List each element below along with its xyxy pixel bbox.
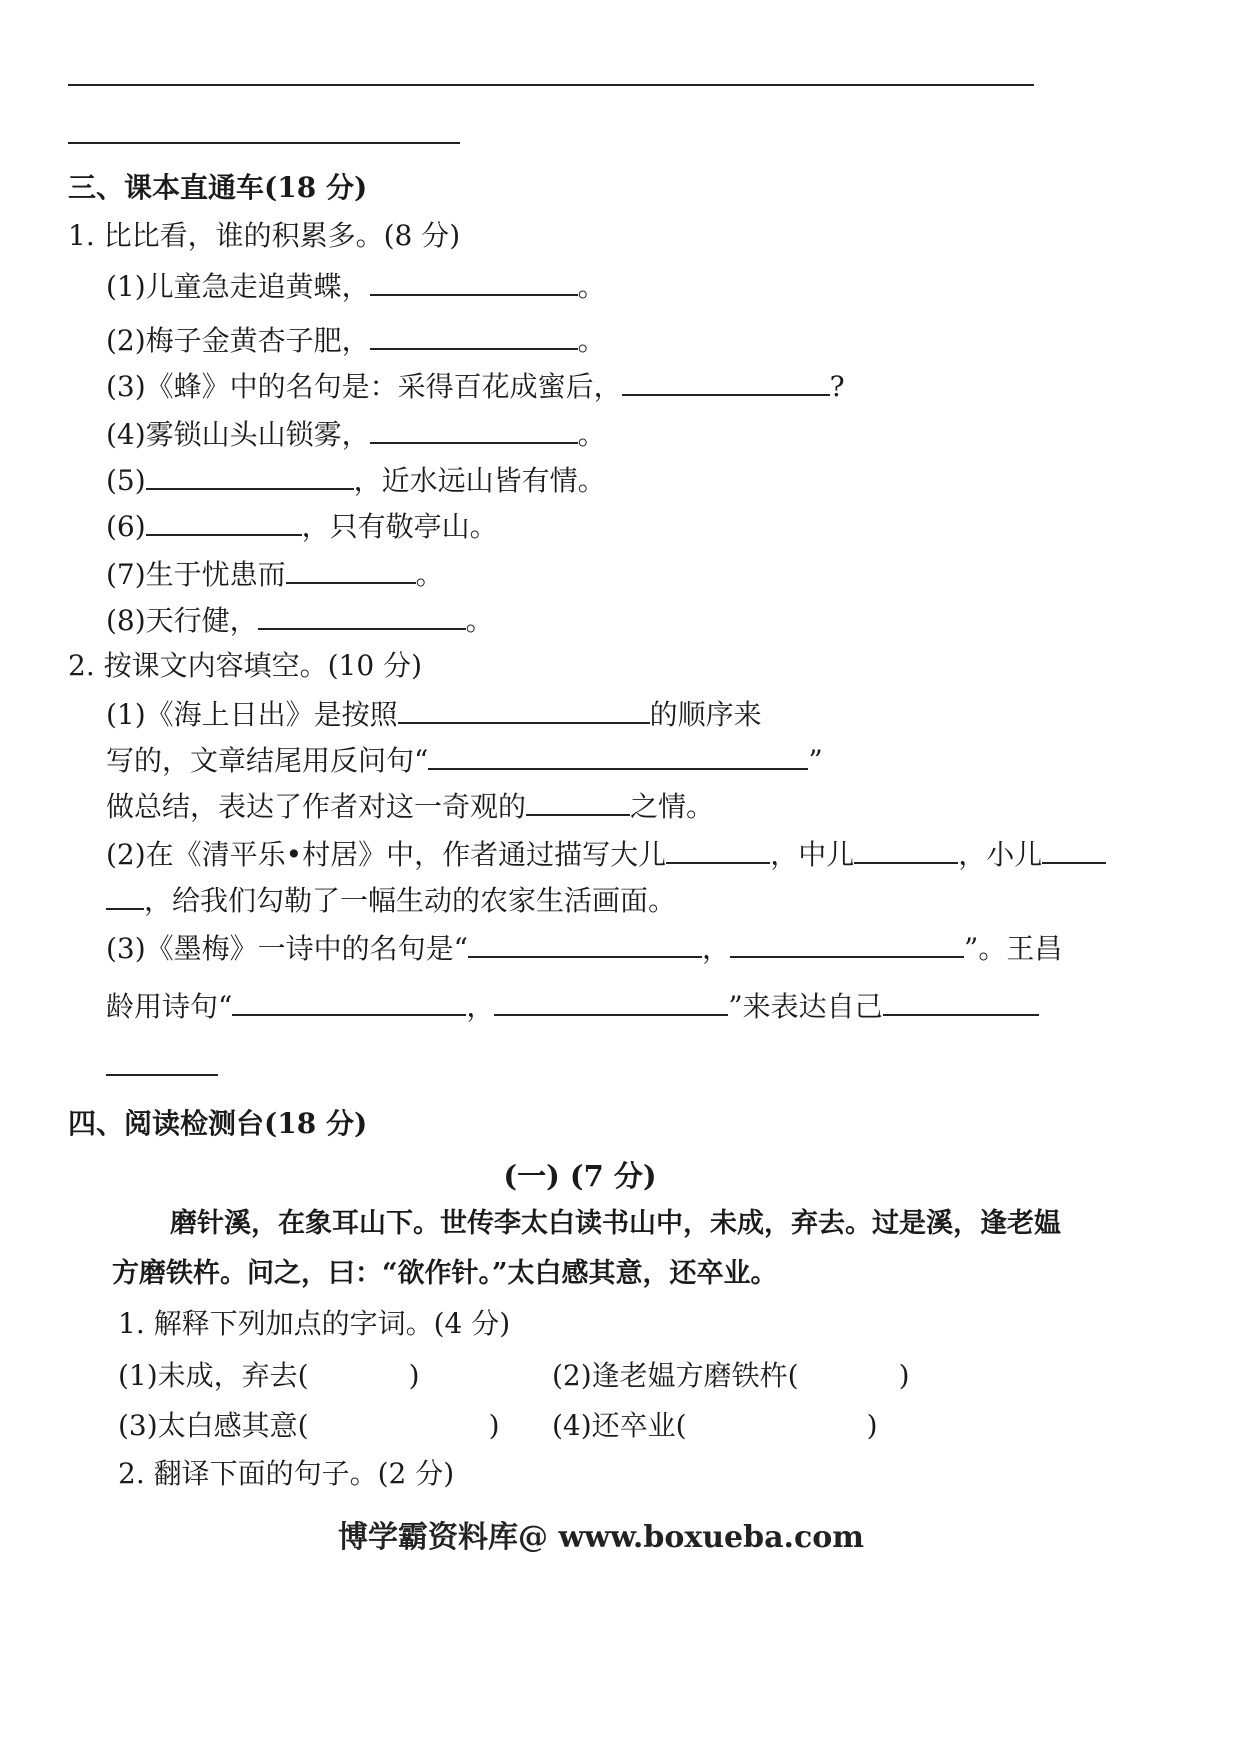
q2-p1-line1: (1)《海上日出》是按照 的顺序来 bbox=[106, 698, 762, 731]
reading-q1-a: (1)未成，弃去( ) bbox=[118, 1359, 420, 1392]
fill-blank[interactable] bbox=[146, 462, 354, 490]
fill-blank[interactable] bbox=[854, 836, 958, 864]
q2-p1-line2: 写的，文章结尾用反问句“ ” bbox=[106, 744, 823, 777]
fill-blank[interactable] bbox=[286, 556, 416, 584]
fill-blank[interactable] bbox=[494, 988, 728, 1016]
fill-blank[interactable] bbox=[666, 836, 770, 864]
section-3-heading: 三、课本直通车(18 分) bbox=[68, 171, 368, 204]
q1-item-4: (4)雾锁山头山锁雾， 。 bbox=[106, 418, 606, 451]
q1-item-1: (1)儿童急走追黄蝶， 。 bbox=[106, 270, 606, 303]
q2-title: 2. 按课文内容填空。(10 分) bbox=[68, 649, 422, 682]
q1-title: 1. 比比看，谁的积累多。(8 分) bbox=[68, 219, 461, 252]
q1-item-7: (7)生于忧患而 。 bbox=[106, 558, 444, 591]
answer-line-top bbox=[68, 84, 1034, 86]
q2-p3-line1: (3)《墨梅》一诗中的名句是“ ， ”。王昌 bbox=[106, 932, 1063, 965]
fill-blank[interactable] bbox=[146, 508, 302, 536]
fill-blank[interactable] bbox=[730, 930, 964, 958]
fill-blank[interactable] bbox=[526, 788, 630, 816]
fill-blank[interactable] bbox=[622, 368, 830, 396]
reading-q1-c: (3)太白感其意( ) bbox=[118, 1409, 500, 1442]
fill-blank[interactable] bbox=[398, 696, 650, 724]
part-title: (一) (7 分) bbox=[503, 1159, 657, 1193]
passage-line-1: 磨针溪，在象耳山下。世传李太白读书山中，未成，弃去。过是溪，逢老媪 bbox=[170, 1208, 1061, 1239]
watermark: 博学霸资料库@ www.boxueba.com bbox=[338, 1520, 864, 1555]
q2-p2-line2: ，给我们勾勒了一幅生动的农家生活画面。 bbox=[106, 882, 676, 919]
fill-blank[interactable] bbox=[370, 322, 578, 350]
q2-p1-line3: 做总结，表达了作者对这一奇观的 之情。 bbox=[106, 790, 715, 823]
answer-line-top-short bbox=[68, 142, 460, 144]
fill-blank[interactable] bbox=[883, 988, 1039, 1016]
q2-p2-line1: (2)在《清平乐•村居》中，作者通过描写大儿 ，中儿 ，小儿 bbox=[106, 836, 1106, 873]
fill-blank[interactable] bbox=[370, 268, 578, 296]
q1-item-8: (8)天行健， 。 bbox=[106, 604, 494, 637]
fill-blank[interactable] bbox=[106, 882, 144, 910]
q1-item-3: (3)《蜂》中的名句是：采得百花成蜜后， ? bbox=[106, 370, 845, 403]
q1-item-5: (5) ，近水远山皆有情。 bbox=[106, 464, 606, 497]
reading-q1-d: (4)还卒业( ) bbox=[552, 1409, 878, 1442]
fill-blank[interactable] bbox=[258, 602, 466, 630]
q1-item-2: (2)梅子金黄杏子肥， 。 bbox=[106, 324, 606, 357]
fill-blank[interactable] bbox=[468, 930, 702, 958]
fill-blank[interactable] bbox=[232, 988, 466, 1016]
section-4-heading: 四、阅读检测台(18 分) bbox=[68, 1107, 368, 1140]
reading-q1-title: 1. 解释下列加点的字词。(4 分) bbox=[118, 1307, 511, 1340]
q1-item-6: (6) ，只有敬亭山。 bbox=[106, 510, 498, 543]
fill-blank[interactable] bbox=[370, 416, 578, 444]
answer-line-continuation bbox=[106, 1074, 218, 1076]
passage-line-2: 方磨铁杵。问之，曰：“欲作针。”太白感其意，还卒业。 bbox=[112, 1258, 778, 1289]
fill-blank[interactable] bbox=[428, 742, 808, 770]
q2-p3-line2: 龄用诗句“ ， ”来表达自己 bbox=[106, 988, 1039, 1025]
fill-blank[interactable] bbox=[1042, 836, 1106, 864]
reading-q1-b: (2)逢老媪方磨铁杵( ) bbox=[552, 1359, 910, 1392]
reading-q2-title: 2. 翻译下面的句子。(2 分) bbox=[118, 1457, 455, 1490]
